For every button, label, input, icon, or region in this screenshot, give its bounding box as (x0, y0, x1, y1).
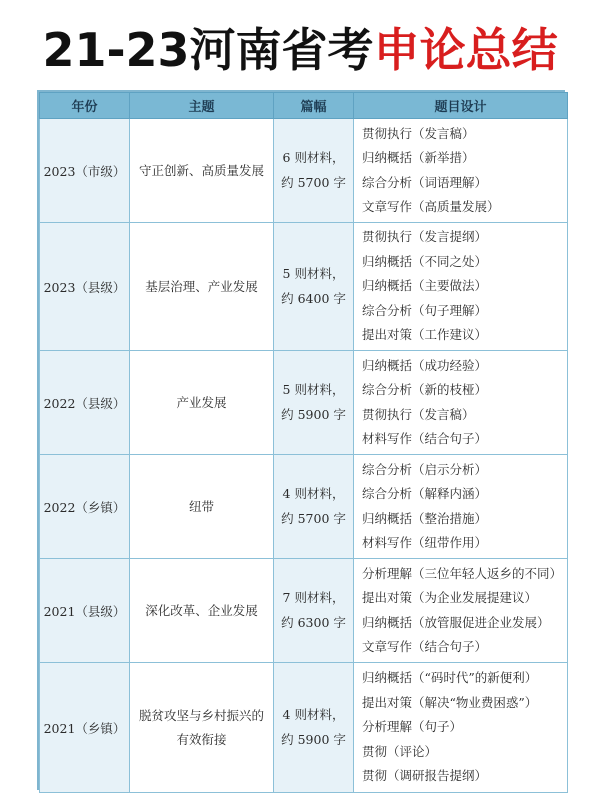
length-line: 约 5900 字 (281, 406, 346, 422)
cell-design (354, 559, 568, 663)
cell-length (274, 223, 354, 351)
length-line: 约 5700 字 (281, 510, 346, 526)
design-item: 综合分析（新的枝桠） (362, 382, 488, 397)
length-line: 7 则材料， (282, 590, 345, 605)
length-line: 6 则材料， (282, 150, 345, 165)
design-item: 贯彻（调研报告提纲） (362, 768, 488, 784)
page-title-black: 21-23河南省考 (42, 23, 374, 77)
cell-year: 2023（县级） (40, 223, 130, 351)
cell-year: 2023（市级） (40, 119, 130, 223)
design-item: 综合分析（启示分析） (362, 461, 488, 477)
cell-length (274, 455, 354, 559)
length-line: 约 5900 字 (281, 731, 346, 747)
design-item: 归纳概括（“码时代”的新便利） (362, 670, 538, 686)
design-item: 归纳概括（不同之处） (362, 253, 488, 269)
cell-topic: 产业发展 (130, 351, 274, 455)
cell-design (354, 351, 568, 455)
table-row (40, 223, 568, 351)
cell-design (354, 119, 568, 223)
design-item: 贯彻执行（发言提纲） (362, 229, 488, 245)
length-line: 4 则材料， (282, 707, 345, 722)
header-topic: 主题 (130, 93, 274, 119)
header-design: 题目设计 (354, 93, 568, 119)
design-item: 归纳概括（放管服促进企业发展） (362, 614, 550, 630)
summary-table-container (37, 90, 565, 790)
cell-topic: 纽带 (130, 455, 274, 559)
cell-topic: 基层治理、产业发展 (130, 223, 274, 351)
table-body (40, 119, 568, 793)
table-row (40, 351, 568, 455)
length-line: 5 则材料， (282, 266, 345, 281)
design-item: 分析理解（三位年轻人返乡的不同） (362, 565, 563, 581)
cell-year: 2021（县级） (40, 559, 130, 663)
table-row (40, 455, 568, 559)
design-item: 分析理解（句子） (362, 719, 463, 735)
cell-topic: 守正创新、高质量发展 (130, 119, 274, 223)
cell-year: 2021（乡镇） (40, 663, 130, 793)
design-item: 提出对策（工作建议） (362, 327, 488, 343)
cell-length (274, 559, 354, 663)
design-item: 提出对策（解决“物业费困惑”） (362, 694, 538, 710)
length-line: 约 6400 字 (281, 290, 346, 306)
design-item: 文章写作（结合句子） (362, 639, 488, 654)
cell-design (354, 663, 568, 793)
design-item: 综合分析（解释内涵） (362, 486, 488, 501)
cell-length (274, 663, 354, 793)
cell-topic: 脱贫攻坚与乡村振兴的有效衔接 (130, 663, 274, 793)
summary-table (39, 92, 568, 793)
cell-year: 2022（县级） (40, 351, 130, 455)
table-header-row (40, 93, 568, 119)
design-item: 归纳概括（主要做法） (362, 278, 488, 294)
header-year: 年份 (40, 93, 130, 119)
table-row (40, 119, 568, 223)
page-title-red: 申论总结 (373, 23, 558, 77)
length-line: 约 6300 字 (281, 614, 346, 630)
design-item: 提出对策（为企业发展提建议） (362, 590, 538, 605)
cell-topic: 深化改革、企业发展 (130, 559, 274, 663)
design-item: 归纳概括（整治措施） (362, 510, 488, 526)
table-row (40, 559, 568, 663)
page-title (0, 18, 600, 82)
design-item: 贯彻执行（发言稿） (362, 406, 475, 422)
design-item: 归纳概括（新举措） (362, 150, 475, 165)
table-row (40, 663, 568, 793)
header-length: 篇幅 (274, 93, 354, 119)
cell-design (354, 223, 568, 351)
design-item: 综合分析（句子理解） (362, 302, 488, 318)
design-item: 文章写作（高质量发展） (362, 199, 500, 214)
design-item: 综合分析（词语理解） (362, 174, 488, 190)
design-item: 材料写作（结合句子） (362, 431, 488, 446)
length-line: 4 则材料， (282, 486, 345, 501)
design-item: 贯彻（评论） (362, 743, 438, 759)
design-item: 归纳概括（成功经验） (362, 357, 488, 373)
design-item: 贯彻执行（发言稿） (362, 125, 475, 141)
length-line: 约 5700 字 (281, 174, 346, 190)
cell-design (354, 455, 568, 559)
cell-length (274, 119, 354, 223)
cell-length (274, 351, 354, 455)
design-item: 材料写作（纽带作用） (362, 535, 488, 550)
length-line: 5 则材料， (282, 382, 345, 397)
cell-year: 2022（乡镇） (40, 455, 130, 559)
